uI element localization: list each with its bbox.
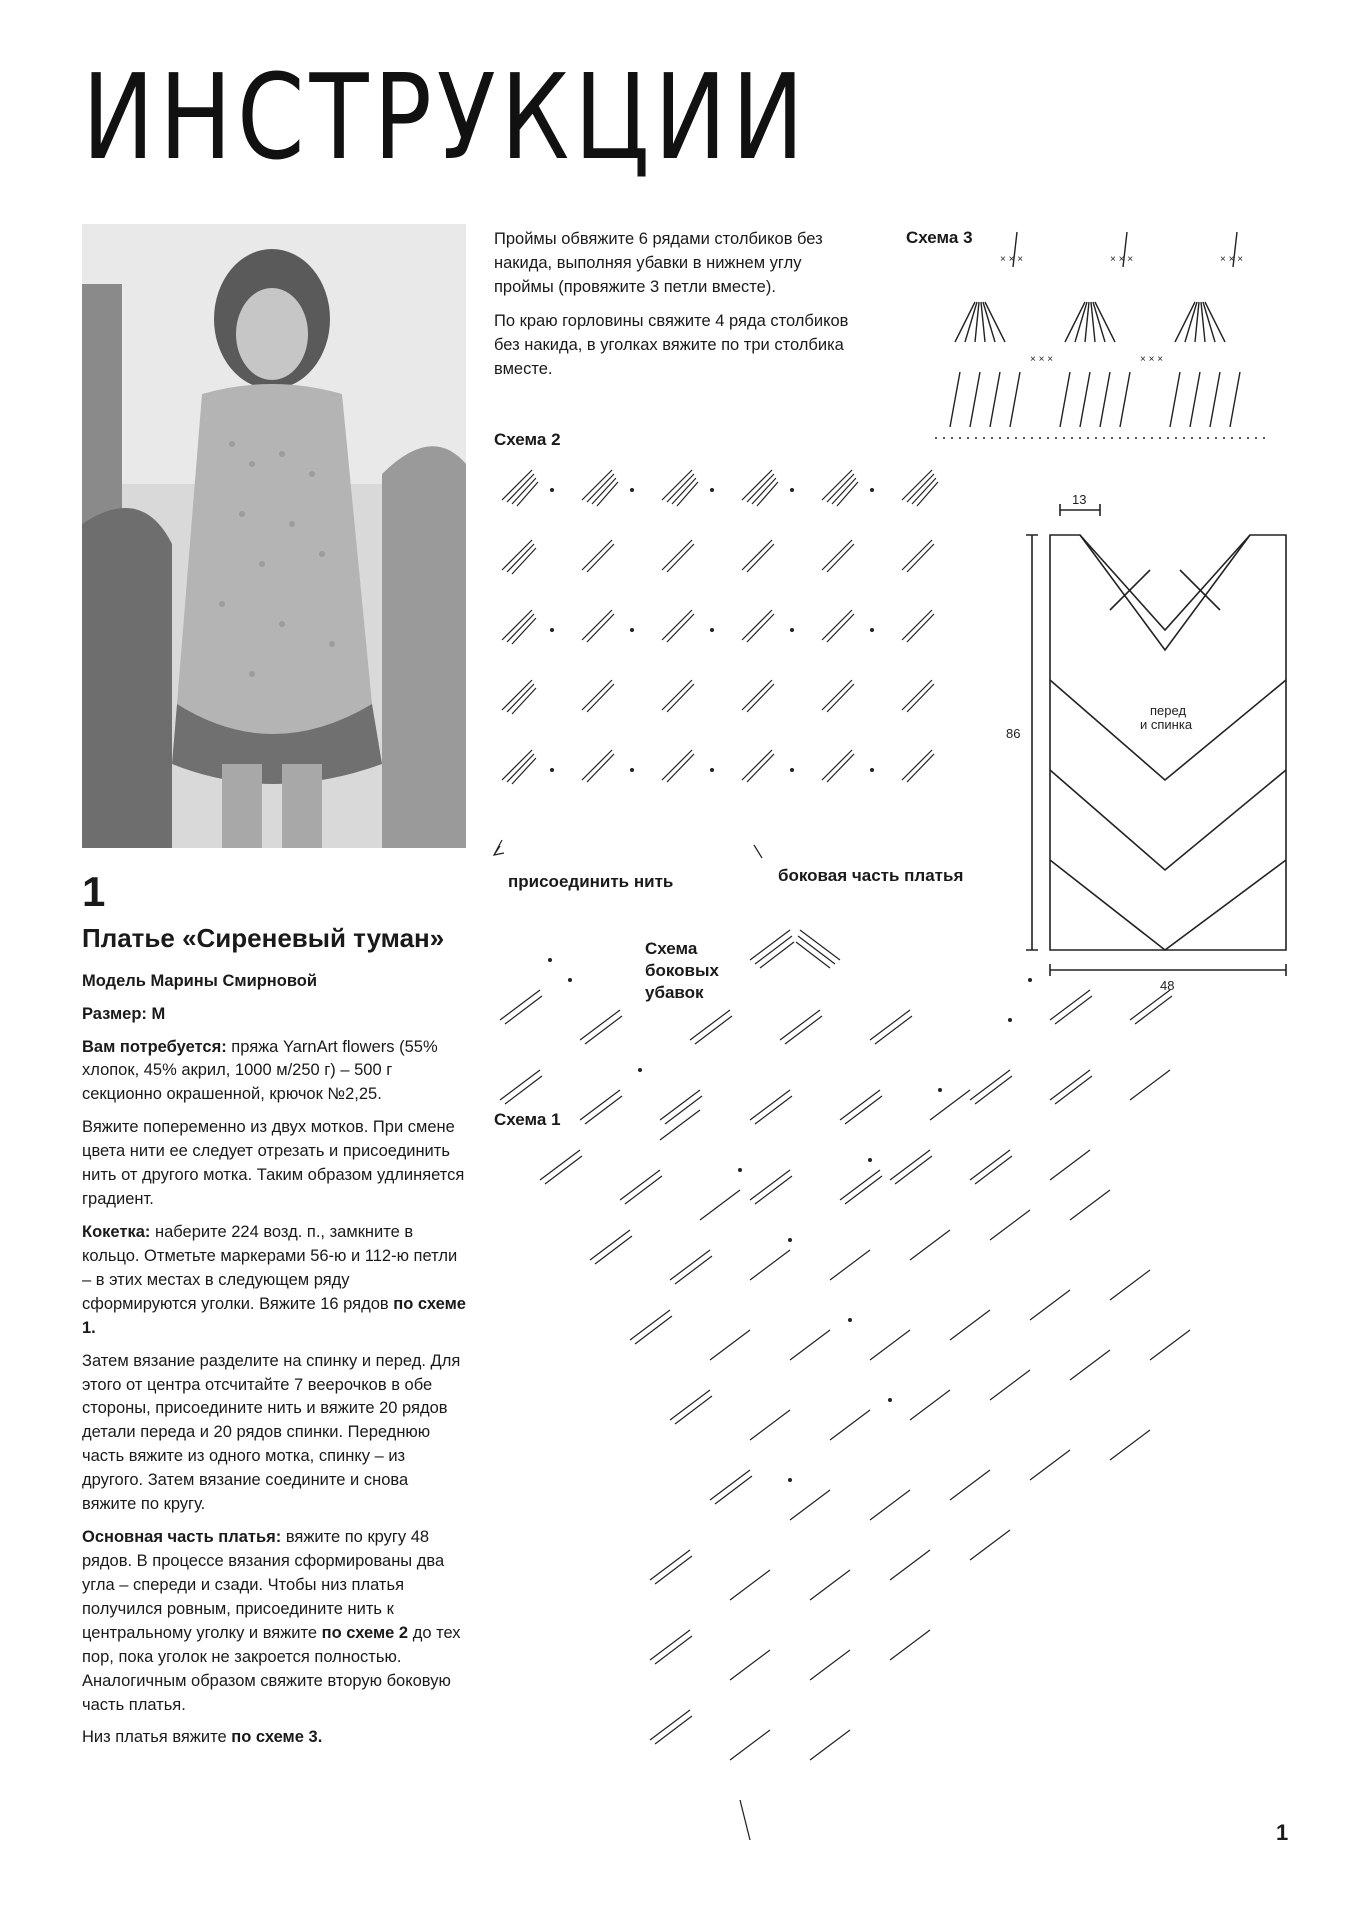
main-text: вяжите по кругу 48 рядов. В процессе вязания сформированы два угла – спереди и сзади. Чтобы низ платья получился ровным, присоедините нить к центральному уголку и вяжите (82, 1528, 445, 1642)
model-photo (82, 224, 466, 848)
svg-text:× × ×: × × × (1220, 254, 1244, 265)
yoke-text: наберите 224 возд. п., замкните в кольцо. Отметьте маркерами 56-ю и 112-ю петли – в этих местах в следующем ряду сформируются уголки. Вяжите 16 рядов (82, 1222, 458, 1313)
scheme1-label: Схема 1 (494, 1110, 561, 1129)
scheme2-label: Схема 2 (494, 430, 561, 449)
side-scheme-label-line1: Схема (645, 939, 698, 958)
pattern-label-line1: перед (1150, 703, 1187, 718)
instructions-right-column (494, 228, 854, 392)
svg-text:× × ×: × × × (1030, 354, 1054, 365)
main-paragraph (82, 1526, 466, 1717)
main-label: Основная часть платья: (82, 1528, 282, 1547)
attach-thread-label: присоединить нить (508, 872, 674, 891)
author-line: Модель Марины Смирновой (82, 971, 317, 990)
yoke-paragraph (82, 1221, 466, 1341)
pattern-dim-width: 48 (1160, 978, 1175, 993)
dress-title: Платье «Сиреневый туман» (82, 923, 445, 953)
scheme2-diagram (492, 460, 987, 860)
alternate-paragraph: Вяжите попеременно из двух мотков. При смене цвета нити ее следует отрезать и присоединить нить от другого мотка. Таким образом удлиняется градиент. (82, 1118, 465, 1209)
scheme3-diagram (935, 222, 1275, 447)
pattern-label-line2: и спинка (1140, 717, 1193, 732)
materials-text: пряжа YarnArt flowers (55% хлопок, 45% акрил, 1000 м/250 г) – 500 г секционно окрашенной, крючок №2,25. (82, 1037, 438, 1104)
pattern-dim-top: 13 (1072, 492, 1087, 507)
page-number: 1 (1276, 1820, 1289, 1845)
scheme3-label: Схема 3 (906, 228, 973, 247)
main-text-2: до тех пор, пока уголок не закроется полностью. Аналогичным образом свяжите вторую боковую часть платья. (82, 1623, 461, 1714)
side-scheme-label-line3: убавок (645, 983, 704, 1003)
svg-text:× × ×: × × × (1140, 354, 1164, 365)
pattern-dim-height: 86 (1006, 726, 1021, 741)
page-title: ИНСТРУКЦИИ (82, 48, 809, 186)
neckline-paragraph: По краю горловины свяжите 4 ряда столбиков без накида, в уголках вяжите по три столбика вместе. (494, 311, 849, 378)
size-line: Размер: М (82, 1004, 166, 1023)
materials-paragraph (82, 1036, 466, 1108)
side-scheme-label-line2: боковых (645, 961, 719, 981)
model-number: 1 (82, 868, 106, 915)
yoke-label: Кокетка: (82, 1222, 151, 1241)
bottom-paragraph (82, 1726, 466, 1750)
yoke-scheme-ref: по схеме 1. (82, 1294, 466, 1337)
scheme1-and-side-diagram (490, 920, 1230, 1850)
instructions-left-column (82, 920, 466, 1759)
bottom-scheme-ref: по схеме 3. (231, 1728, 323, 1747)
materials-label: Вам потребуется: (82, 1037, 227, 1056)
svg-text:× × ×: × × × (1110, 254, 1134, 265)
svg-text:× × ×: × × × (1000, 254, 1024, 265)
main-scheme-ref: по схеме 2 (321, 1623, 409, 1642)
side-part-label: боковая часть платья (778, 866, 964, 885)
split-paragraph: Затем вязание разделите на спинку и перед. Для этого от центра отсчитайте 7 веерочков в обе стороны, присоедините нить и вяжите 20 рядов детали переда и 20 рядов спинки. Переднюю часть вяжите из одного мотка, спинку – из другого. Затем вязание соедините и снова вяжите по кругу. (82, 1351, 461, 1514)
bottom-text: Низ платья вяжите (82, 1728, 232, 1747)
armholes-paragraph: Проймы обвяжите 6 рядами столбиков без накида, выполняя убавки в нижнем углу проймы (провяжите 3 петли вместе). (494, 230, 823, 296)
